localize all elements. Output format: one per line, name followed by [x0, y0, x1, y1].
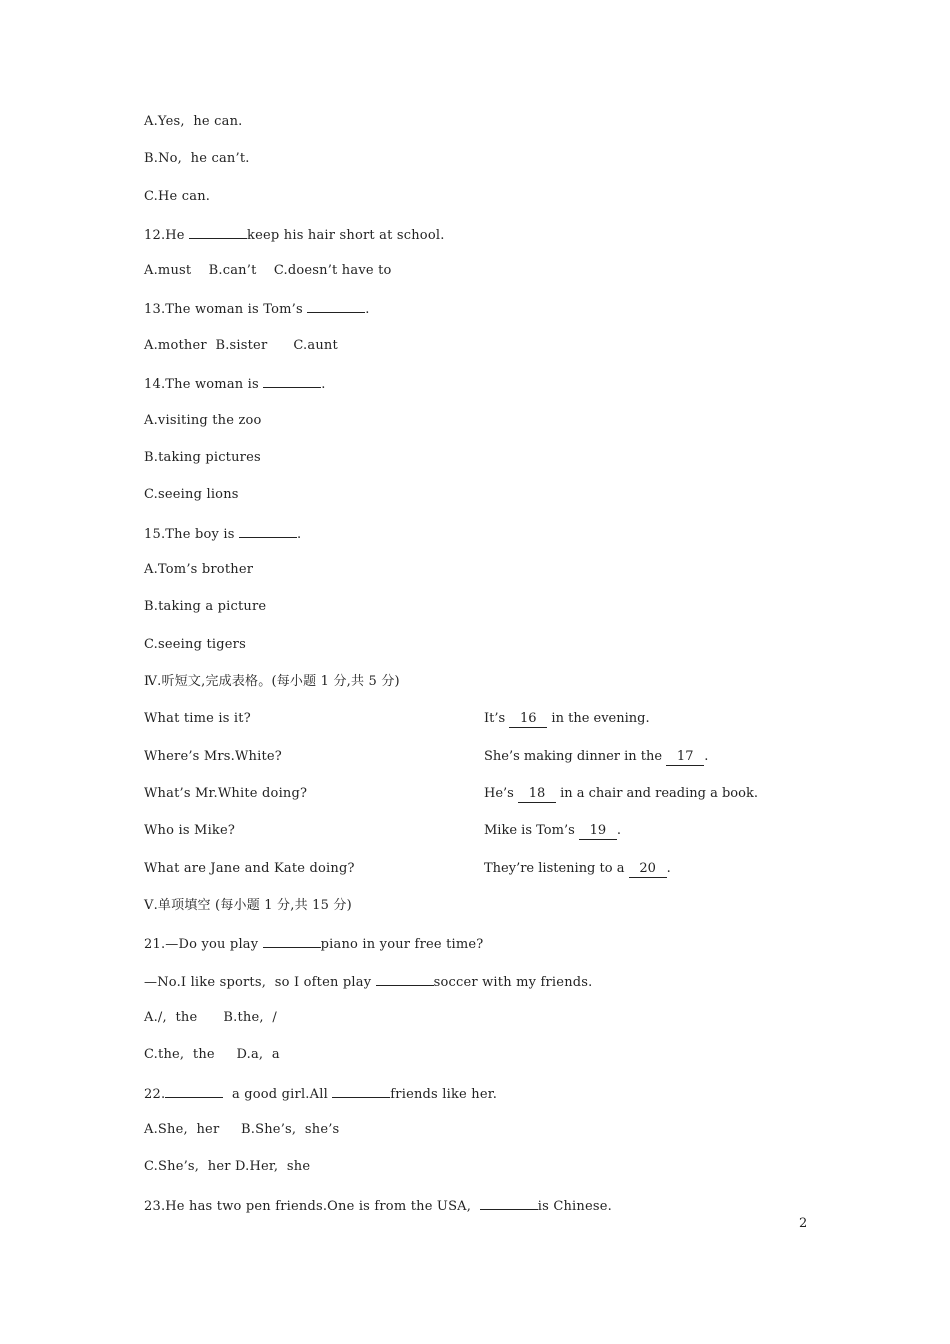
answer-pre: It’s	[484, 711, 510, 726]
blank-number[interactable]: 18	[518, 786, 556, 803]
q21-options-ab: A./, the B.the, /	[144, 1010, 277, 1025]
q21-reply-pre: —No.I like sports, so I often play	[144, 975, 376, 990]
blank-number[interactable]: 20	[629, 861, 667, 878]
q14-option-a: A.visiting the zoo	[144, 413, 262, 428]
q11-option-c: C.He can.	[144, 189, 211, 204]
answer-blank[interactable]	[165, 1085, 223, 1098]
q15-option-a: A.Tom’s brother	[144, 562, 254, 577]
q14-pre: 14.The woman is	[144, 377, 264, 392]
table-row-question: What are Jane and Kate doing?	[144, 861, 355, 876]
answer-post: in the evening.	[547, 711, 650, 726]
q13-options: A.mother B.sister C.aunt	[144, 338, 338, 353]
answer-pre: She’s making dinner in the	[484, 749, 667, 764]
q22-mid: a good girl.All	[223, 1087, 333, 1102]
answer-blank[interactable]	[332, 1085, 390, 1098]
answer-pre: He’s	[484, 786, 518, 801]
table-row-question: Where’s Mrs.White?	[144, 749, 282, 764]
answer-blank[interactable]	[307, 300, 365, 313]
q21-stem	[144, 935, 483, 953]
q14-option-c: C.seeing lions	[144, 487, 239, 502]
q14-post: .	[321, 377, 326, 392]
q15-option-c: C.seeing tigers	[144, 637, 246, 652]
blank-number[interactable]: 16	[509, 711, 547, 728]
table-row-answer	[484, 861, 671, 878]
blank-number[interactable]: 19	[579, 823, 617, 840]
section-5-title: Ⅴ.单项填空 (每小题 1 分,共 15 分)	[144, 898, 352, 913]
q21-reply-post: soccer with my friends.	[433, 975, 593, 990]
answer-post: in a chair and reading a book.	[555, 786, 758, 801]
q21-post: piano in your free time?	[320, 937, 484, 952]
q14-stem	[144, 375, 326, 393]
q23-post: is Chinese.	[537, 1199, 612, 1214]
q22-options-ab: A.She, her B.She’s, she’s	[144, 1122, 340, 1137]
blank-number[interactable]: 17	[666, 749, 704, 766]
q23-stem	[144, 1197, 612, 1215]
q21-options-cd: C.the, the D.a, a	[144, 1047, 280, 1062]
q12-stem	[144, 226, 445, 244]
q13-post: .	[365, 302, 370, 317]
table-row-answer	[484, 786, 758, 803]
answer-pre: They’re listening to a	[484, 861, 629, 876]
page-number: 2	[799, 1216, 808, 1231]
answer-blank[interactable]	[376, 973, 434, 986]
answer-post: .	[666, 861, 671, 876]
answer-blank[interactable]	[189, 226, 247, 239]
q22-stem	[144, 1085, 497, 1103]
answer-blank[interactable]	[263, 375, 321, 388]
q11-option-b: B.No, he can’t.	[144, 151, 250, 166]
q12-pre: 12.He	[144, 228, 190, 243]
table-row-answer	[484, 823, 621, 840]
q22-pre: 22.	[144, 1087, 166, 1102]
answer-blank[interactable]	[239, 525, 297, 538]
q14-option-b: B.taking pictures	[144, 450, 261, 465]
q12-post: keep his hair short at school.	[247, 228, 445, 243]
section-4-title: Ⅳ.听短文,完成表格。(每小题 1 分,共 5 分)	[144, 674, 400, 689]
q21-reply	[144, 973, 593, 991]
answer-blank[interactable]	[480, 1197, 538, 1210]
answer-blank[interactable]	[263, 935, 321, 948]
q23-pre: 23.He has two pen friends.One is from the USA,	[144, 1199, 480, 1214]
q15-stem	[144, 525, 301, 543]
q13-pre: 13.The woman is Tom’s	[144, 302, 308, 317]
q15-pre: 15.The boy is	[144, 527, 239, 542]
q15-post: .	[296, 527, 302, 542]
answer-pre: Mike is Tom’s	[484, 823, 579, 838]
q12-options: A.must B.can’t C.doesn’t have to	[144, 263, 392, 278]
q22-post: friends like her.	[390, 1087, 498, 1102]
answer-post: .	[616, 823, 622, 838]
table-row-question: What’s Mr.White doing?	[144, 786, 308, 801]
table-row-question: What time is it?	[144, 711, 251, 726]
q21-pre: 21.—Do you play	[144, 937, 263, 952]
q11-option-a: A.Yes, he can.	[144, 114, 243, 129]
q22-options-cd: C.She’s, her D.Her, she	[144, 1159, 311, 1174]
q15-option-b: B.taking a picture	[144, 599, 267, 614]
table-row-answer	[484, 749, 708, 766]
table-row-question: Who is Mike?	[144, 823, 236, 838]
table-row-answer	[484, 711, 650, 728]
answer-post: .	[704, 749, 709, 764]
q13-stem	[144, 300, 370, 318]
